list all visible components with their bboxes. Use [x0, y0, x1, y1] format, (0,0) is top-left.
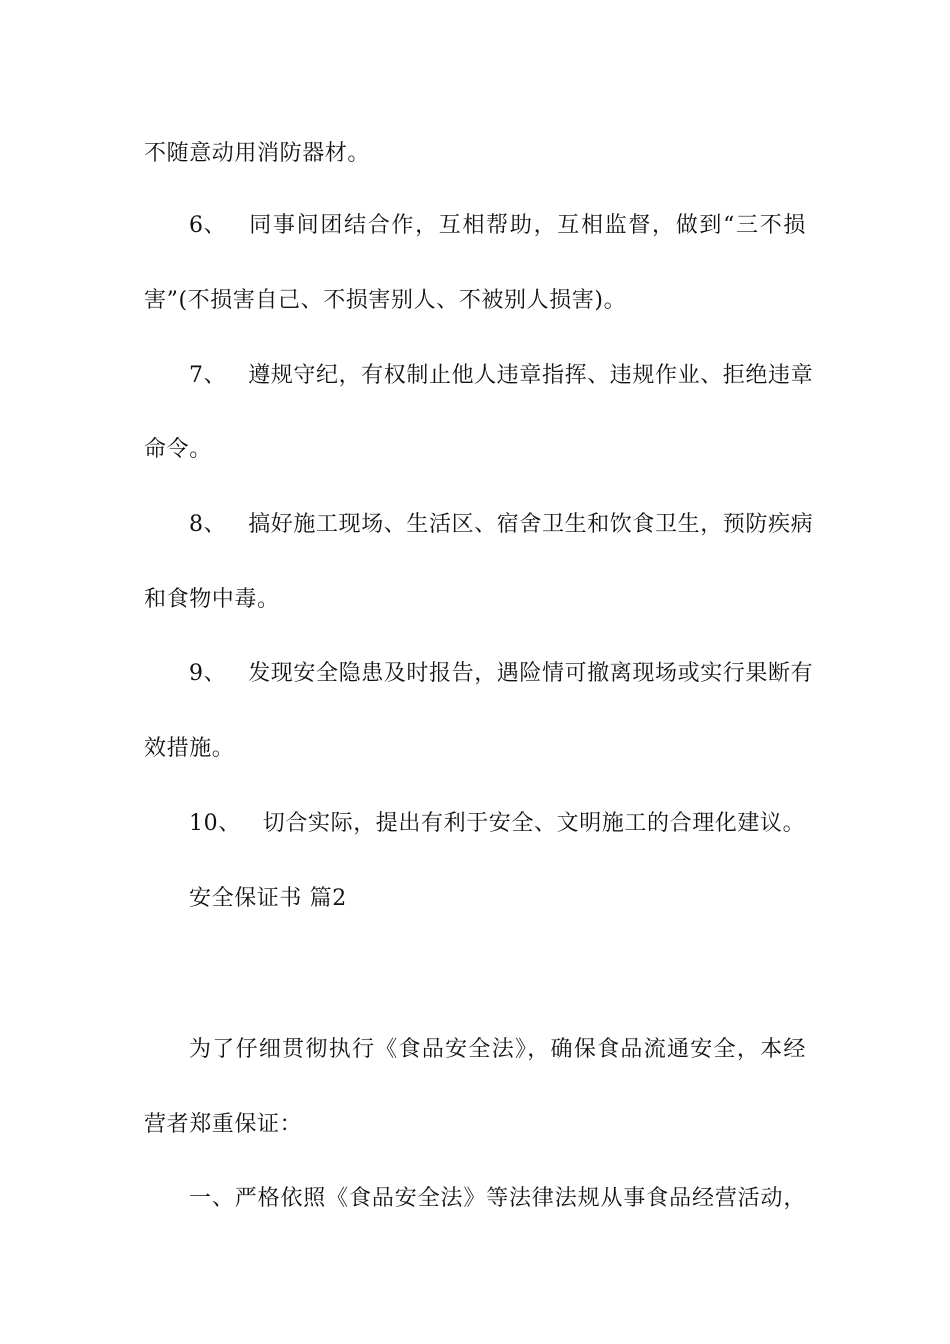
paragraph-line: [144, 435, 806, 465]
paragraph-line: [144, 585, 806, 615]
line-text: 一、严格依照《食品安全法》等法律法规从事食品经营活动，: [189, 1186, 806, 1211]
item-number: 6、: [189, 213, 227, 238]
line-text: 营者郑重保证：: [144, 1112, 303, 1137]
line-text: 命令。: [144, 437, 212, 462]
section-heading: [189, 884, 806, 914]
line-text: 切合实际，提出有利于安全、文明施工的合理化建议。: [262, 811, 806, 836]
line-text: 同事间团结合作，互相帮助，互相监督，做到“三不损: [248, 213, 806, 238]
line-text: 发现安全隐患及时报告，遇险情可撤离现场或实行果断有: [248, 661, 814, 686]
list-item-7: [189, 361, 814, 391]
paragraph-line: [144, 139, 806, 169]
list-item-6: [189, 211, 806, 241]
item-number: 10、: [189, 811, 241, 836]
list-item-8: [189, 510, 814, 540]
line-text: 搞好施工现场、生活区、宿舍卫生和饮食卫生，预防疾病: [248, 512, 814, 537]
heading-text: 安全保证书 篇2: [189, 886, 347, 911]
paragraph-line: [144, 1110, 806, 1140]
line-text: 不随意动用消防器材。: [144, 141, 371, 166]
item-number: 8、: [189, 512, 227, 537]
line-text: 效措施。: [144, 736, 235, 761]
line-text: 和食物中毒。: [144, 587, 280, 612]
line-text: 害”(不损害自己、不损害别人、不被别人损害)。: [144, 288, 627, 313]
line-text: 遵规守纪，有权制止他人违章指挥、违规作业、拒绝违章: [248, 363, 814, 388]
paragraph-line: [189, 1035, 806, 1065]
list-item-10: [189, 809, 806, 839]
list-item-9: [189, 659, 814, 689]
paragraph-line: [144, 734, 806, 764]
line-text: 为了仔细贯彻执行《食品安全法》，确保食品流通安全，本经: [189, 1037, 806, 1062]
item-number: 7、: [189, 363, 227, 388]
paragraph-line: [144, 286, 806, 316]
paragraph-line: [189, 1184, 806, 1214]
item-number: 9、: [189, 661, 227, 686]
